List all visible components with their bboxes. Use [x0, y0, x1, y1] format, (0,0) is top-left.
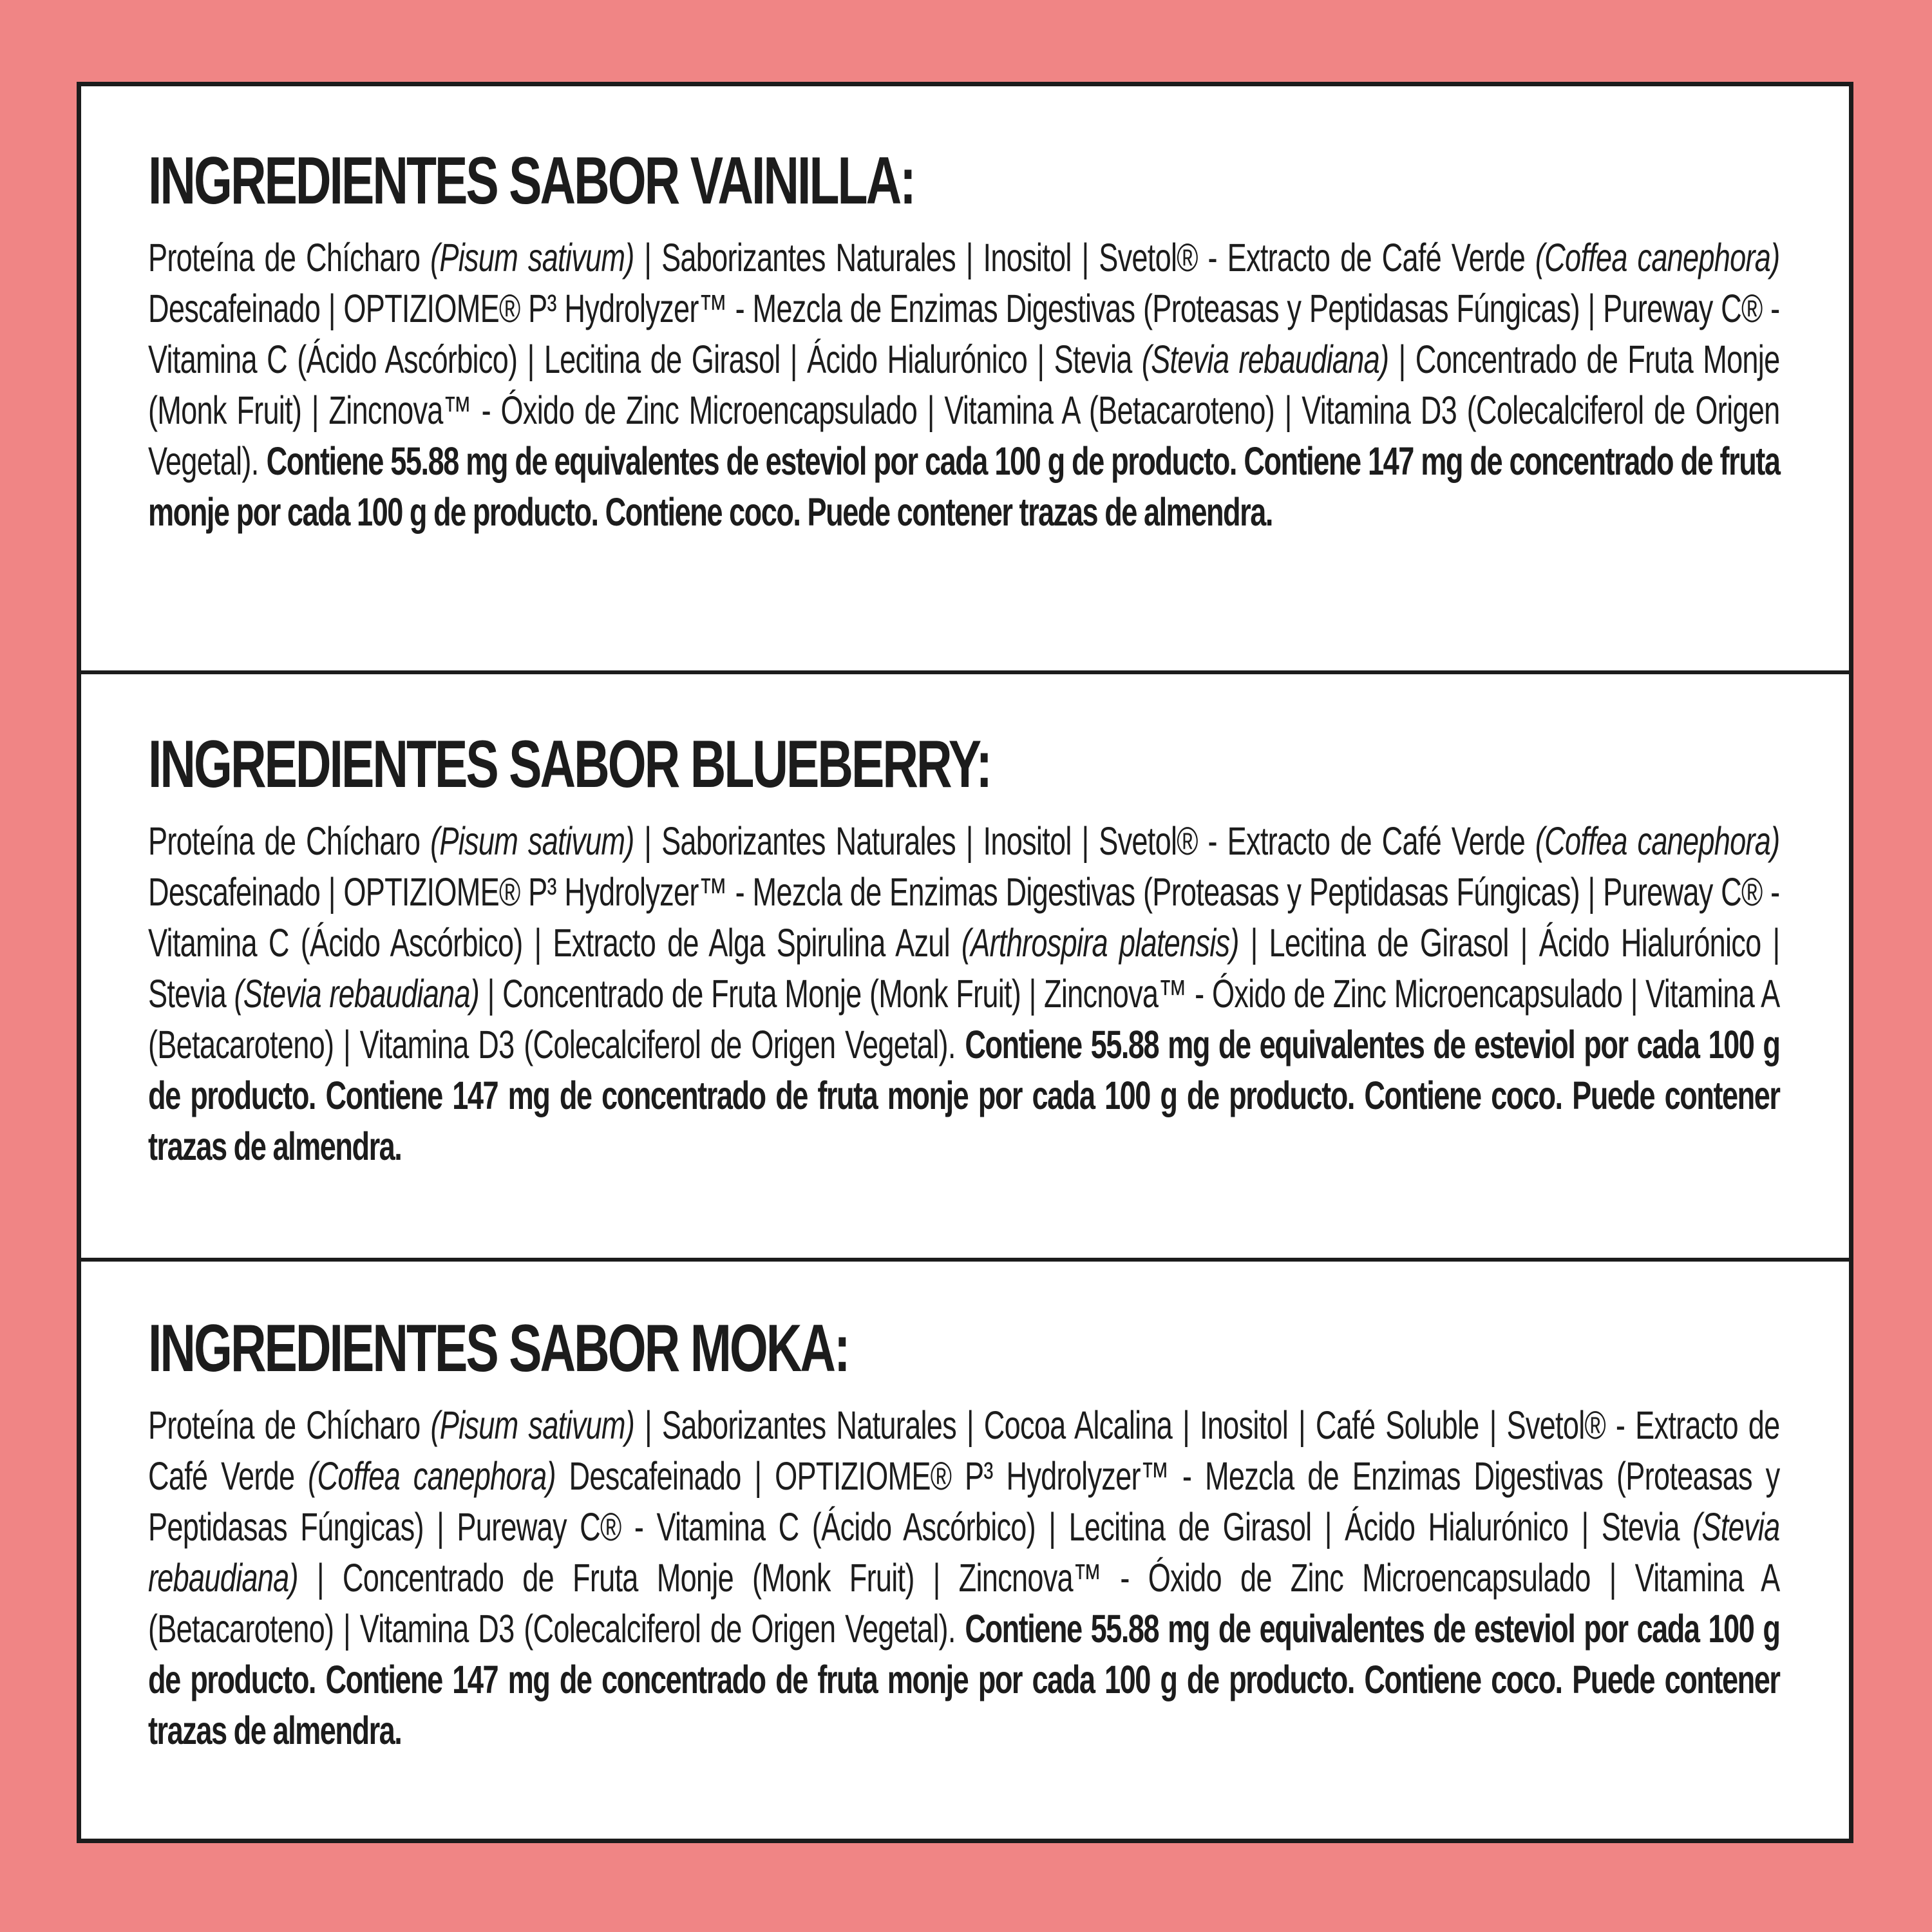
- scientific-name: (Pisum sativum): [430, 819, 634, 863]
- ingredients-text-wrapper: [148, 816, 1779, 1172]
- section-vainilla: [81, 86, 1849, 674]
- ingredients-segment: | Concentrado de Fruta Monje (Monk Fruit) | Zincnova™ - Óxido de Zinc Microencapsulado | Vitamina A (Betacaroteno) | Vitamina D3 (Colecalciferol de Origen Vegetal).: [148, 972, 1780, 1066]
- ingredients-segment: | Concentrado de Fruta Monje (Monk Fruit) | Zincnova™ - Óxido de Zinc Microencapsulado | Vitamina A (Betacaroteno) | Vitamina D3 (Colecalciferol de Origen Vegetal).: [148, 1556, 1780, 1651]
- allergen-notice: Contiene 55.88 mg de equivalentes de esteviol por cada 100 g de producto. Contiene 147 mg de concentrado de fruta monje por cada 100 g de producto. Contiene coco. Puede contener trazas de almendra.: [148, 1023, 1780, 1168]
- allergen-notice: Contiene 55.88 mg de equivalentes de esteviol por cada 100 g de producto. Contiene 147 mg de concentrado de fruta monje por cada 100 g de producto. Contiene coco. Puede contener trazas de almendra.: [148, 439, 1780, 534]
- ingredients-segment: Descafeinado | OPTIZIOME® P³ Hydrolyzer™ - Mezcla de Enzimas Digestivas (Proteasas y Peptidasas Fúngicas) | Pureway C® - Vitamina C (Ácido Ascórbico) | Lecitina de Girasol | Ácido Hialurónico | Stevia: [148, 287, 1780, 381]
- ingredients-panel: [77, 82, 1853, 1843]
- ingredients-segment: Descafeinado | OPTIZIOME® P³ Hydrolyzer™ - Mezcla de Enzimas Digestivas (Proteasas y Peptidasas Fúngicas) | Pureway C® - Vitamina C (Ácido Ascórbico) | Extracto de Alga Spirulina Azul: [148, 870, 1780, 965]
- ingredients-segment: Proteína de Chícharo: [148, 236, 431, 279]
- scientific-name: (Pisum sativum): [430, 1403, 635, 1447]
- ingredients-segment: | Lecitina de Girasol | Ácido Hialurónico | Stevia: [148, 921, 1780, 1016]
- ingredients-segment: | Saborizantes Naturales | Inositol | Svetol® - Extracto de Café Verde: [634, 236, 1535, 279]
- allergen-notice: Contiene 55.88 mg de equivalentes de esteviol por cada 100 g de producto. Contiene 147 mg de concentrado de fruta monje por cada 100 g de producto. Contiene coco. Puede contener trazas de almendra.: [148, 1607, 1780, 1752]
- ingredients-segment: | Saborizantes Naturales | Inositol | Svetol® - Extracto de Café Verde: [634, 819, 1535, 863]
- section-heading: INGREDIENTES SABOR MOKA:: [148, 1311, 849, 1386]
- ingredients-text-wrapper: [148, 232, 1779, 538]
- scientific-name: (Stevia rebaudiana): [1141, 337, 1389, 381]
- ingredients-text-wrapper: [148, 1400, 1779, 1756]
- section-moka: [81, 1262, 1849, 1843]
- scientific-name: (Arthrospira platensis): [961, 921, 1239, 965]
- ingredients-text: [148, 232, 1779, 538]
- scientific-name: (Pisum sativum): [430, 236, 634, 279]
- section-blueberry: [81, 674, 1849, 1262]
- ingredients-text: [148, 816, 1779, 1172]
- scientific-name: (Coffea canephora): [1535, 819, 1780, 863]
- ingredients-segment: | Saborizantes Naturales | Cocoa Alcalina | Inositol | Café Soluble | Svetol® - Extracto de Café Verde: [148, 1403, 1780, 1498]
- ingredients-segment: Proteína de Chícharo: [148, 1403, 431, 1447]
- ingredients-segment: | Concentrado de Fruta Monje (Monk Fruit) | Zincnova™ - Óxido de Zinc Microencapsulado | Vitamina A (Betacaroteno) | Vitamina D3 (Colecalciferol de Origen Vegetal).: [148, 337, 1780, 483]
- section-heading: INGREDIENTES SABOR BLUEBERRY:: [148, 727, 991, 802]
- scientific-name: (Coffea canephora): [1535, 236, 1780, 279]
- ingredients-segment: Proteína de Chícharo: [148, 819, 431, 863]
- scientific-name: (Stevia rebaudiana): [234, 972, 480, 1016]
- scientific-name: (Coffea canephora): [308, 1454, 556, 1498]
- ingredients-text: [148, 1400, 1779, 1756]
- scientific-name: (Stevia rebaudiana): [148, 1505, 1780, 1600]
- section-heading: INGREDIENTES SABOR VAINILLA:: [148, 144, 914, 218]
- ingredients-segment: Descafeinado | OPTIZIOME® P³ Hydrolyzer™ - Mezcla de Enzimas Digestivas (Proteasas y Peptidasas Fúngicas) | Pureway C® - Vitamina C (Ácido Ascórbico) | Lecitina de Girasol | Ácido Hialurónico | Stevia: [148, 1454, 1780, 1549]
